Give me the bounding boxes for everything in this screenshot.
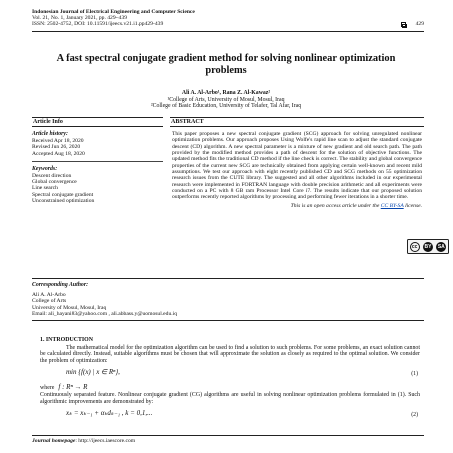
equation-2-body: xₖ = xₖ₋₁ + αₖdₖ₋₁ , k = 0,1,... xyxy=(66,409,153,418)
author-block xyxy=(40,90,412,110)
header-rule xyxy=(32,31,424,32)
page-box-icon xyxy=(401,22,406,27)
open-access-prefix: This is an open access article under the xyxy=(290,202,381,209)
page-footer xyxy=(32,435,424,444)
history-heading: Article history: xyxy=(32,131,68,137)
revised-date: Revised Jun 26, 2020 xyxy=(32,144,81,151)
affiliation-1: ¹College of Arts, University of Mosul, Mosul, Iraq xyxy=(167,96,285,103)
keyword-item: Descent direction xyxy=(32,172,72,179)
where-word: where xyxy=(40,385,55,392)
journal-name: Indonesian Journal of Electrical Engineering and Computer Science xyxy=(32,9,195,15)
affiliation-2: ²College of Basic Education, University of Telafer, Tal Afar, Iraq xyxy=(150,103,302,110)
corresponding-heading: Corresponding Author: xyxy=(32,282,89,288)
journal-header xyxy=(32,9,424,28)
equation-2 xyxy=(40,405,420,425)
issn-doi: ISSN: 2502-4752, DOI: 10.11591/ijeecs.v21.i1.pp429-439 xyxy=(32,21,164,28)
section-heading: 1. INTRODUCTION xyxy=(40,337,94,343)
function-definition: f : Rⁿ → R xyxy=(58,383,88,392)
equation-1-number: (1) xyxy=(411,371,418,378)
author-names: Ali A. Al-Arbo¹, Rana Z. Al-Kawaz² xyxy=(181,90,271,96)
corresponding-details xyxy=(32,292,424,317)
journal-volume: Vol. 21, No. 1, January 2021, pp. 429~439 xyxy=(32,15,128,22)
keywords-heading: Keywords: xyxy=(32,165,58,172)
issn-row xyxy=(32,21,424,27)
introduction-section xyxy=(40,337,420,425)
accepted-date: Accepted Aug 18, 2020 xyxy=(32,150,85,157)
corresponding-name: Ali A. Al-Arbo xyxy=(32,292,66,298)
page-number: 429 xyxy=(415,21,424,28)
received-date: Received Apr 18, 2020 xyxy=(32,138,84,144)
paper-title: A fast spectral conjugate gradient method for solving nonlinear optimization problems xyxy=(56,53,396,76)
open-access-note xyxy=(170,203,424,209)
history-list xyxy=(32,138,163,157)
corresponding-author-block xyxy=(32,278,424,321)
license-link[interactable]: CC BY-SA xyxy=(380,202,404,209)
equation-1 xyxy=(40,364,420,384)
keyword-item: Global convergence xyxy=(32,179,77,186)
corresponding-rule xyxy=(32,278,424,279)
abstract-text: This paper proposes a new spectral conjugate gradient (SCG) approach for solving unregulated nonlinear optimization problems. Our approach proposes Using Wolfe's rapid line scan to adjust the standard conjugate descent (CD) algorithm. A new spectral parameter is a mixture of new gradient and old search path. The path provided by the modified method provides a path of descent for the solution of objective functions. The updated method fits the traditional CD method if the line check is correct. The stability and global convergence properties of the current new SCG are technically obtained from applying certain well-known and recent mild assumptions. We test our approach with eight recently published CD and SCG methods on 55 optimization research issues from the CUTE library. The suggested and all other algorithms included in our experimental research were implemented in FORTRAN language with double precision arithmetic and all experiments were conducted on a PC with 8 GB ram Processor Intel Core i7. The results indicate that our proposed solution outperforms recently reported algorithms by processing and performing fewer iterations in a shorter time. xyxy=(172,131,422,201)
article-info-heading: Article Info xyxy=(32,117,163,127)
open-access-suffix: license. xyxy=(403,202,422,209)
keyword-item: Spectral conjugate gradient xyxy=(32,191,94,198)
intro-paragraph-1: The mathematical model for the optimization algorithm can be used to find a solution to such problems. For some problems, an exact solution cannot be calculated directly. Instead, suitable algorithms must be chosen that will approximate the solution as closely as required to the optimal solution. We consider the problem of optimization: xyxy=(40,344,420,364)
corresponding-bottom-rule xyxy=(32,320,424,321)
info-separator xyxy=(32,161,163,162)
equation-1-body: min {f(x) | x ∈ Rⁿ}, xyxy=(66,368,120,377)
corresponding-email[interactable]: Email: ali_hayani83@yahoo.com , ali.abbass.y@uomosul.edu.iq xyxy=(32,310,177,317)
abstract-heading: ABSTRACT xyxy=(170,117,424,127)
corresponding-college: College of Arts xyxy=(32,298,67,305)
page-indicator xyxy=(401,21,424,27)
article-info-column xyxy=(32,117,163,204)
abstract-column xyxy=(170,117,424,209)
by-icon: BY xyxy=(424,243,432,250)
homepage-url[interactable]: : http://ijeecs.iaescore.com xyxy=(75,438,136,444)
corresponding-university: University of Mosul, Mosul, Iraq xyxy=(32,304,107,311)
keyword-item: Unconstrained optimization xyxy=(32,198,95,205)
keyword-item: Line search xyxy=(32,185,58,192)
where-line xyxy=(40,384,420,392)
cc-license-badge[interactable] xyxy=(407,239,449,254)
intro-paragraph-2: Continuously separated feature. Nonlinear conjugate gradient (CG) algorithms are useful in solving nonlinear optimization problems formulated in (1). Such algorithmic improvements are demonstrated by: xyxy=(40,391,420,405)
homepage-label: Journal homepage xyxy=(32,438,76,444)
sa-icon: SA xyxy=(437,243,445,250)
keyword-list xyxy=(32,173,163,204)
equation-2-number: (2) xyxy=(411,412,418,419)
cc-icon: cc xyxy=(410,242,420,252)
